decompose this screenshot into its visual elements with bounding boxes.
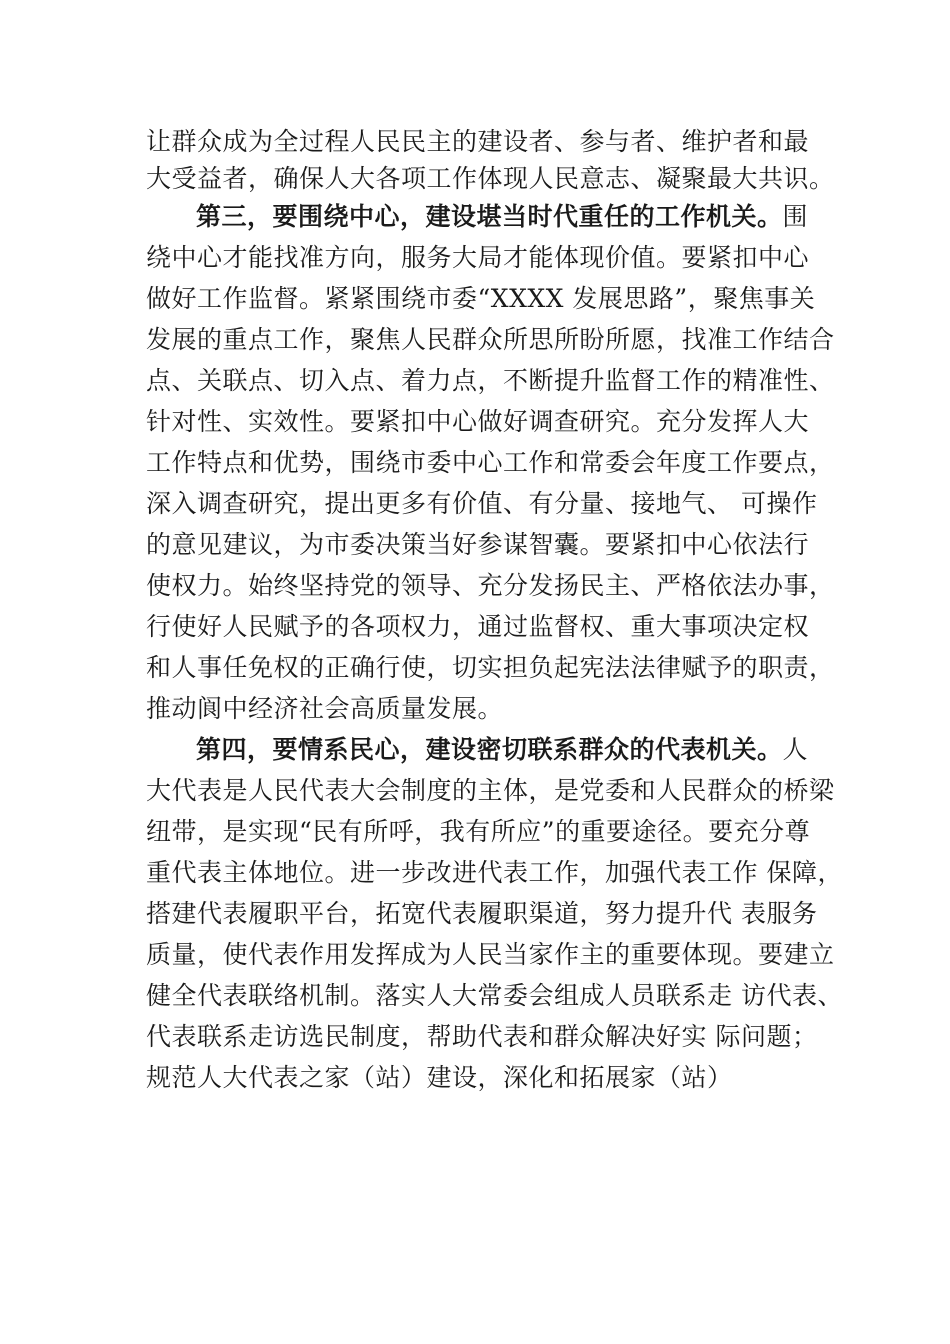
paragraph-line: [146, 692, 503, 726]
line-text: 点、关联点、切入点、着力点，不断提升监督工作的精准性、: [146, 366, 835, 395]
paragraph-line: [146, 1061, 733, 1095]
line-text: 大代表是人民代表大会制度的主体，是党委和人民群众的桥梁: [146, 776, 835, 805]
paragraph-line: [146, 323, 835, 357]
paragraph-line: [146, 446, 835, 480]
paragraph-line: [146, 938, 835, 972]
section-heading: 第三，要围绕中心，建设堪当时代重任的工作机关。: [196, 202, 783, 231]
line-text: 行使好人民赋予的各项权力，通过监督权、重大事项决定权: [146, 612, 810, 641]
line-text: 重代表主体地位。进一步改进代表工作，加强代表工作 保障，: [146, 858, 843, 887]
line-text: 做好工作监督。紧紧围绕市委“XXXX 发展思路”，聚焦事关: [146, 284, 816, 313]
line-text: 代表联系走访选民制度，帮助代表和群众解决好实 际问题；: [146, 1022, 818, 1051]
line-text: 纽带，是实现“民有所呼，我有所应”的重要途径。要充分尊: [146, 817, 811, 846]
line-text: 使权力。始终坚持党的领导、充分发扬民主、严格依法办事，: [146, 571, 835, 600]
paragraph-line: [146, 569, 835, 603]
line-text: 推动阆中经济社会高质量发展。: [146, 694, 504, 723]
line-text: 针对性、实效性。要紧扣中心做好调查研究。充分发挥人大: [146, 407, 810, 436]
paragraph-line: [146, 282, 815, 316]
line-text: 围: [782, 202, 809, 231]
section-heading-line: [196, 733, 808, 767]
paragraph-line: [146, 162, 835, 196]
line-text: 质量，使代表作用发挥成为人民当家作主的重要体现。要建立: [146, 940, 835, 969]
line-text: 让群众成为全过程人民民主的建设者、参与者、维护者和最: [146, 127, 810, 156]
line-text: 深入调查研究，提出更多有价值、有分量、接地气、 可操作: [146, 489, 818, 518]
paragraph-line: [146, 610, 809, 644]
line-text: 的意见建议，为市委决策当好参谋智囊。要紧扣中心依法行: [146, 530, 810, 559]
paragraph-line: [146, 487, 817, 521]
paragraph-line: [146, 405, 809, 439]
line-text: 人: [782, 735, 809, 764]
paragraph-line: [146, 1020, 817, 1054]
line-text: 和人事任免权的正确行使，切实担负起宪法法律赋予的职责，: [146, 653, 835, 682]
paragraph-line: [146, 528, 809, 562]
paragraph-line: [146, 815, 810, 849]
paragraph-line: [146, 979, 843, 1013]
paragraph-line: [146, 241, 809, 275]
paragraph-line: [146, 774, 835, 808]
paragraph-line: [146, 125, 809, 159]
line-text: 工作特点和优势，围绕市委中心工作和常委会年度工作要点，: [146, 448, 835, 477]
paragraph-line: [146, 651, 835, 685]
paragraph-line: [146, 856, 843, 890]
line-text: 绕中心才能找准方向，服务大局才能体现价值。要紧扣中心: [146, 243, 810, 272]
paragraph-line: [146, 897, 817, 931]
section-heading-line: [196, 200, 808, 234]
line-text: 大受益者，确保人大各项工作体现人民意志、凝聚最大共识。: [146, 164, 835, 193]
paragraph-line: [146, 364, 835, 398]
line-text: 搭建代表履职平台，拓宽代表履职渠道，努力提升代 表服务: [146, 899, 818, 928]
line-text: 健全代表联络机制。落实人大常委会组成人员联系走 访代表、: [146, 981, 843, 1010]
line-text: 规范人大代表之家（站）建设，深化和拓展家（站）: [146, 1063, 733, 1092]
section-heading: 第四，要情系民心，建设密切联系群众的代表机关。: [196, 735, 783, 764]
line-text: 发展的重点工作，聚焦人民群众所思所盼所愿，找准工作结合: [146, 325, 835, 354]
